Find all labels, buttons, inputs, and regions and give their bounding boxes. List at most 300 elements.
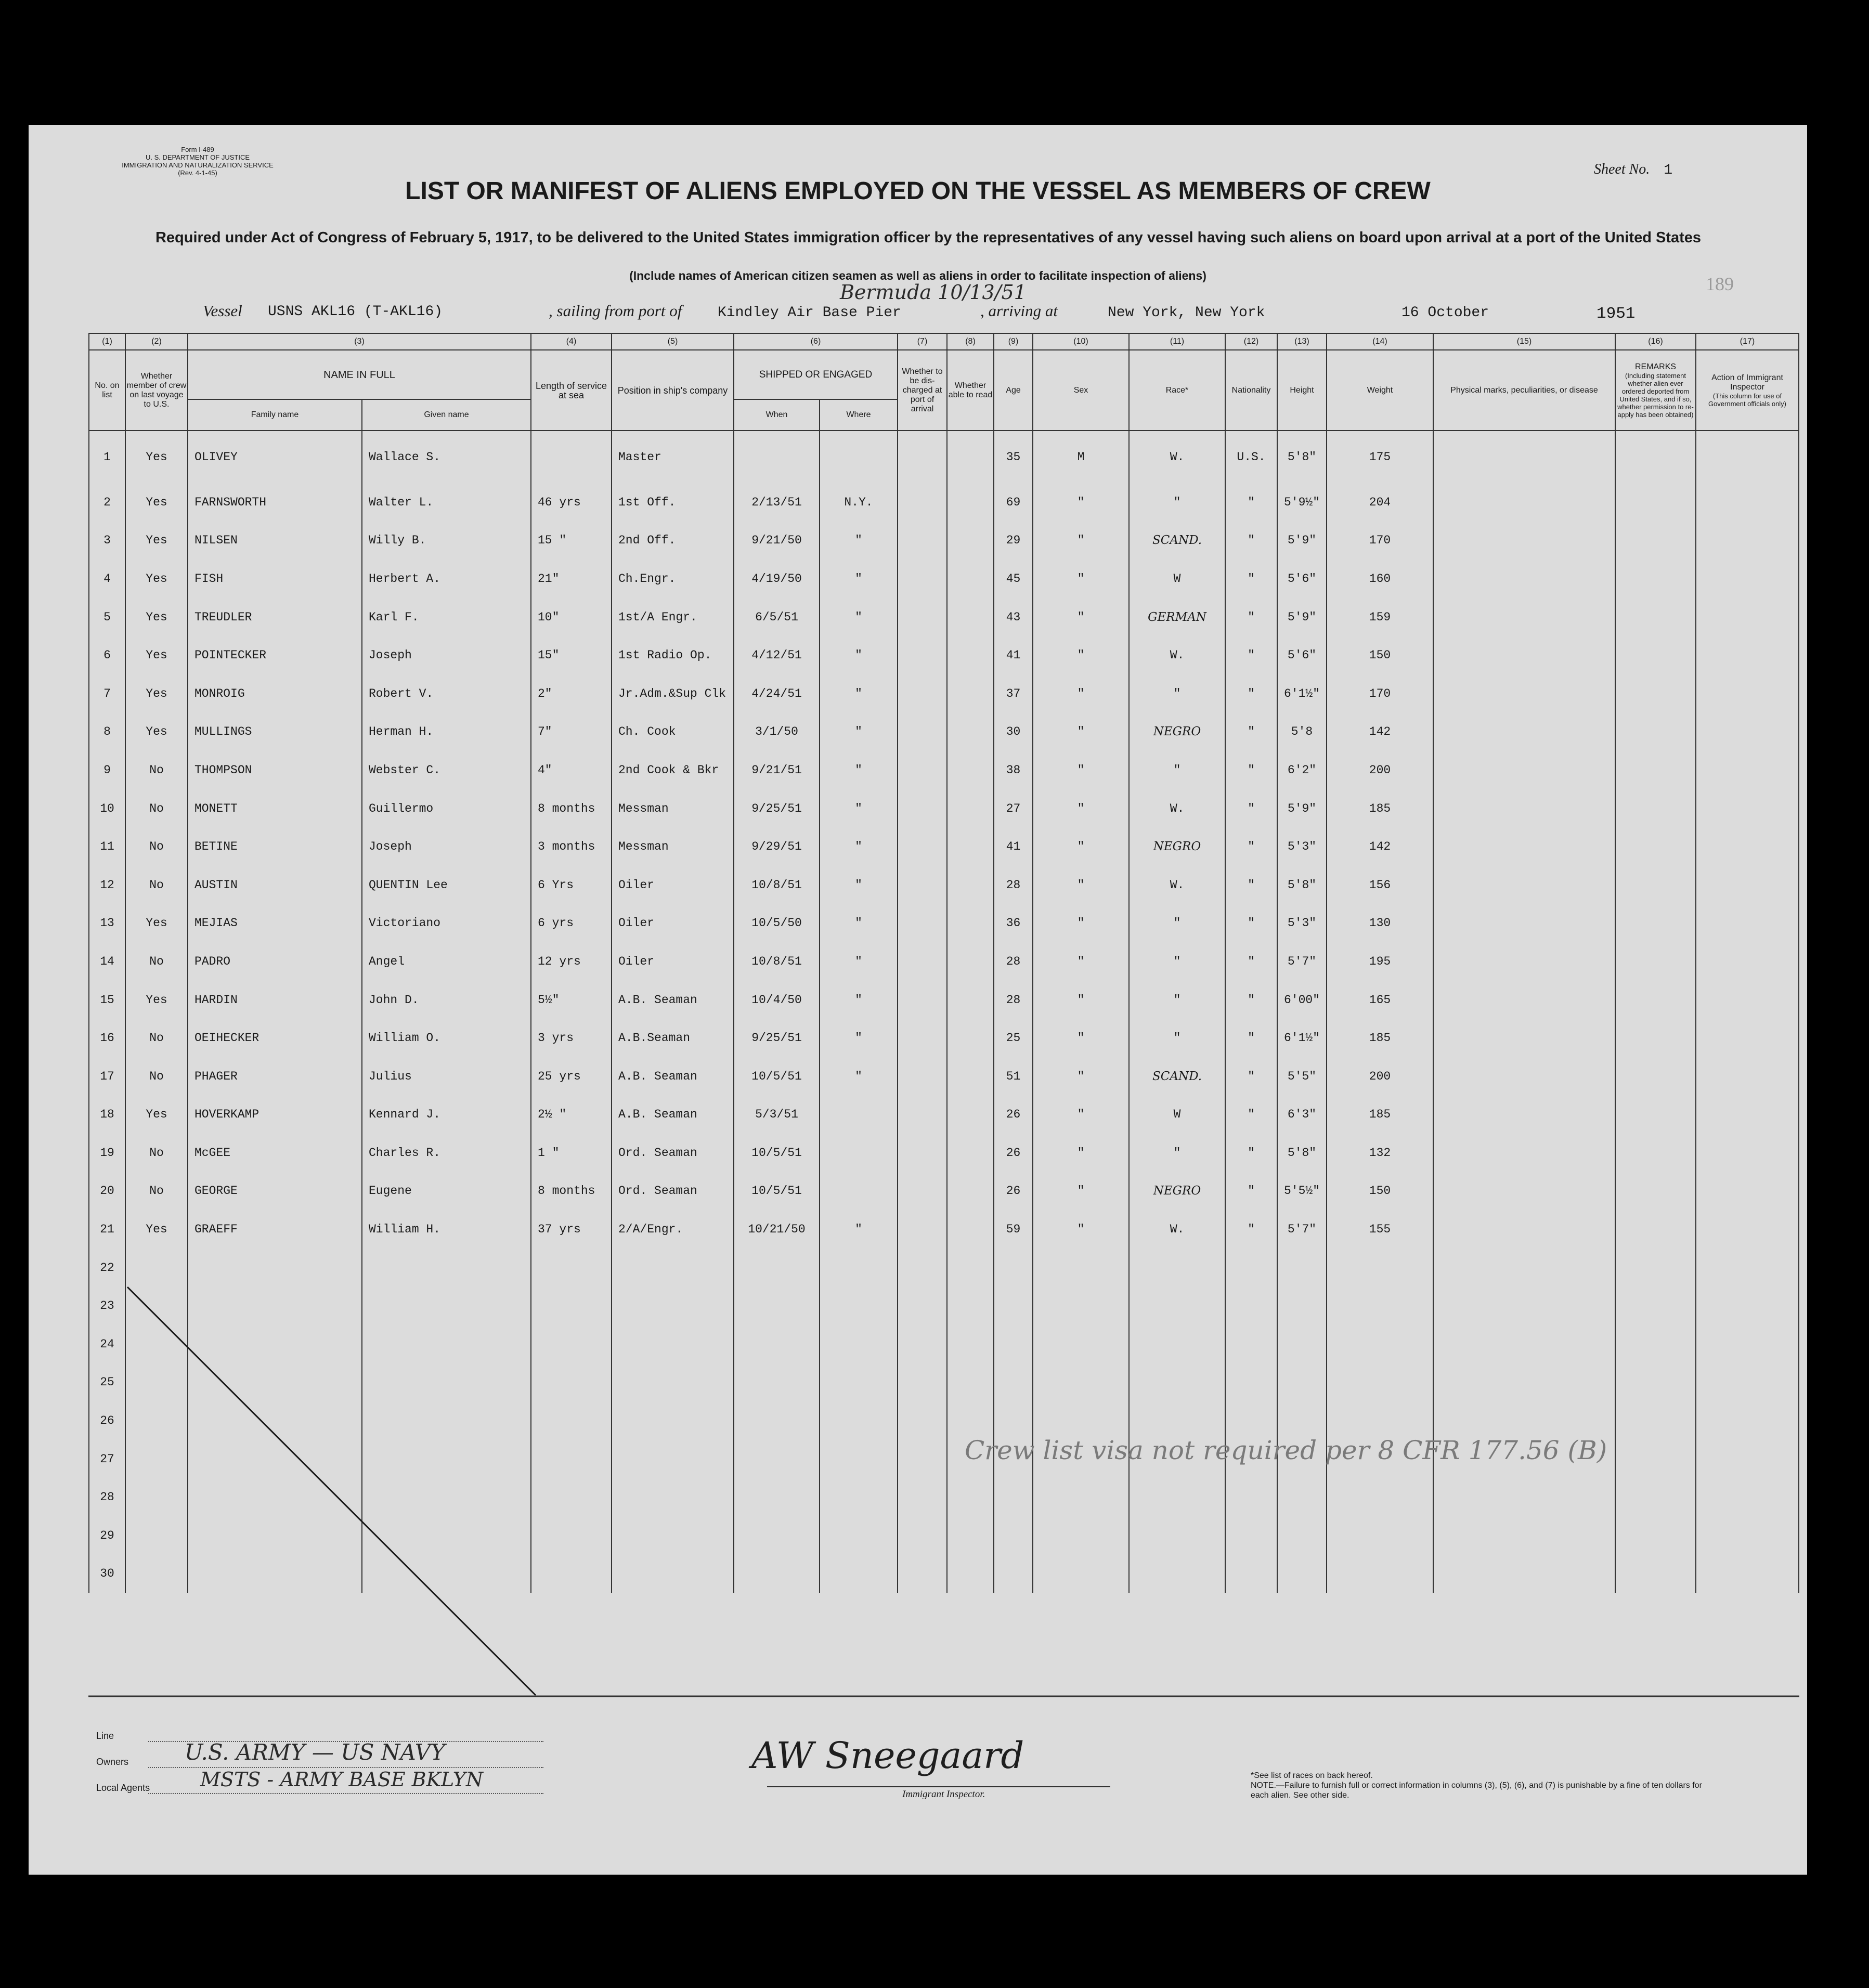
sheet-label: Sheet No. <box>1594 161 1650 177</box>
header-service: Length of service at sea <box>531 350 612 431</box>
family-name-cell: HOVERKAMP <box>188 1096 362 1134</box>
shipped-when-cell: 6/5/51 <box>734 598 820 636</box>
service-cell: 7" <box>531 713 612 751</box>
given-name-cell: Julius <box>362 1057 531 1096</box>
given-name-cell: Kennard J. <box>362 1096 531 1134</box>
weight-cell: 160 <box>1327 560 1433 598</box>
row-number: 9 <box>89 751 125 789</box>
col-num: (2) <box>125 333 188 350</box>
remarks-subtitle: (Including statement whether alien ever ordered deported from United States, and if so, whether permission to re-apply has been obtained) <box>1617 371 1694 419</box>
family-name-cell: MONROIG <box>188 674 362 713</box>
height-cell: 5'3" <box>1277 904 1327 943</box>
race-cell: W <box>1129 1096 1225 1134</box>
height-cell: 5'7" <box>1277 942 1327 981</box>
weight-cell: 155 <box>1327 1210 1433 1249</box>
family-name-cell: GRAEFF <box>188 1210 362 1249</box>
weight-cell: 185 <box>1327 1096 1433 1134</box>
race-cell: SCAND. <box>1129 522 1225 560</box>
age-cell: 51 <box>994 1057 1033 1096</box>
nationality-cell: " <box>1225 713 1277 751</box>
row-number: 19 <box>89 1134 125 1172</box>
shipped-when-cell: 4/24/51 <box>734 674 820 713</box>
height-cell: 5'9" <box>1277 522 1327 560</box>
last-voyage-cell: Yes <box>125 431 188 483</box>
given-name-cell: Joseph <box>362 827 531 866</box>
sex-cell: " <box>1033 1096 1129 1134</box>
row-number: 25 <box>89 1363 125 1402</box>
sex-cell: " <box>1033 560 1129 598</box>
department: U. S. DEPARTMENT OF JUSTICE <box>145 153 250 161</box>
nationality-cell: " <box>1225 942 1277 981</box>
sex-cell: " <box>1033 789 1129 828</box>
nationality-cell: " <box>1225 674 1277 713</box>
family-name-cell: POINTECKER <box>188 636 362 674</box>
position-cell: Oiler <box>612 942 734 981</box>
header-physical: Physical marks, peculiarities, or disease <box>1433 350 1615 431</box>
nationality-cell: " <box>1225 751 1277 789</box>
sex-cell: " <box>1033 522 1129 560</box>
nationality-cell: " <box>1225 598 1277 636</box>
inspector-signature: AW Sneegaard <box>751 1734 1024 1777</box>
shipped-where-cell: " <box>820 789 898 828</box>
family-name-cell: GEORGE <box>188 1172 362 1211</box>
nationality-cell: " <box>1225 483 1277 522</box>
age-cell: 26 <box>994 1172 1033 1211</box>
service-cell: 12 yrs <box>531 942 612 981</box>
sex-cell: " <box>1033 1057 1129 1096</box>
shipped-when-cell: 9/29/51 <box>734 827 820 866</box>
row-number: 24 <box>89 1325 125 1363</box>
arriving-port: New York, New York <box>1108 305 1265 321</box>
row-number: 20 <box>89 1172 125 1211</box>
last-voyage-cell: No <box>125 1172 188 1211</box>
col-num: (15) <box>1433 333 1615 350</box>
age-cell: 27 <box>994 789 1033 828</box>
age-cell: 69 <box>994 483 1033 522</box>
service: IMMIGRATION AND NATURALIZATION SERVICE <box>122 161 274 169</box>
header-read: Whether able to read <box>947 350 994 431</box>
row-number: 11 <box>89 827 125 866</box>
sailing-port: Kindley Air Base Pier <box>718 305 901 321</box>
weight-cell: 204 <box>1327 483 1433 522</box>
race-cell: NEGRO <box>1129 827 1225 866</box>
height-cell: 5'9" <box>1277 598 1327 636</box>
family-name-cell: PHAGER <box>188 1057 362 1096</box>
last-voyage-cell: No <box>125 827 188 866</box>
row-number: 14 <box>89 942 125 981</box>
given-name-cell: John D. <box>362 981 531 1019</box>
last-voyage-cell: Yes <box>125 713 188 751</box>
sheet-value: 1 <box>1664 162 1673 178</box>
age-cell: 36 <box>994 904 1033 943</box>
weight-cell: 175 <box>1327 431 1433 483</box>
sex-cell: M <box>1033 431 1129 483</box>
age-cell: 43 <box>994 598 1033 636</box>
row-number: 8 <box>89 713 125 751</box>
given-name-cell: Eugene <box>362 1172 531 1211</box>
nationality-cell: " <box>1225 1210 1277 1249</box>
header-when: When <box>734 399 820 431</box>
age-cell: 28 <box>994 866 1033 904</box>
sex-cell: " <box>1033 1210 1129 1249</box>
shipped-where-cell: " <box>820 598 898 636</box>
last-voyage-cell: Yes <box>125 674 188 713</box>
row-number: 22 <box>89 1249 125 1287</box>
service-cell: 8 months <box>531 789 612 828</box>
penalty-note: NOTE.—Failure to furnish full or correct information in columns (3), (5), (6), and (7) is punishable by a fine of ten dollars for each alien. See other side. <box>1251 1781 1702 1800</box>
last-voyage-cell: No <box>125 751 188 789</box>
shipped-where-cell: " <box>820 751 898 789</box>
last-voyage-cell: No <box>125 1134 188 1172</box>
position-cell: 1st/A Engr. <box>612 598 734 636</box>
last-voyage-cell: No <box>125 942 188 981</box>
race-cell: " <box>1129 942 1225 981</box>
row-number: 18 <box>89 1096 125 1134</box>
given-name-cell: Joseph <box>362 636 531 674</box>
manifest-sheet <box>29 125 1807 1875</box>
race-cell: " <box>1129 981 1225 1019</box>
service-cell: 15 " <box>531 522 612 560</box>
header-age: Age <box>994 350 1033 431</box>
age-cell: 26 <box>994 1096 1033 1134</box>
position-cell: 1st Off. <box>612 483 734 522</box>
age-cell: 30 <box>994 713 1033 751</box>
nationality-cell: U.S. <box>1225 431 1277 483</box>
age-cell: 45 <box>994 560 1033 598</box>
position-cell: 2/A/Engr. <box>612 1210 734 1249</box>
age-cell: 28 <box>994 981 1033 1019</box>
col-num: (14) <box>1327 333 1433 350</box>
page-stamp: 189 <box>1706 274 1734 294</box>
age-cell: 28 <box>994 942 1033 981</box>
last-voyage-cell: Yes <box>125 636 188 674</box>
age-cell: 38 <box>994 751 1033 789</box>
shipped-when-cell: 9/25/51 <box>734 1019 820 1057</box>
last-voyage-cell: Yes <box>125 522 188 560</box>
row-number: 6 <box>89 636 125 674</box>
shipped-where-cell: " <box>820 827 898 866</box>
weight-cell: 156 <box>1327 866 1433 904</box>
last-voyage-cell: Yes <box>125 598 188 636</box>
header-weight: Weight <box>1327 350 1433 431</box>
sailing-label: , sailing from port of <box>549 302 682 320</box>
sex-cell: " <box>1033 751 1129 789</box>
shipped-when-cell: 10/5/50 <box>734 904 820 943</box>
position-cell: 1st Radio Op. <box>612 636 734 674</box>
age-cell: 26 <box>994 1134 1033 1172</box>
remarks-title: REMARKS <box>1634 362 1677 371</box>
service-cell: 1 " <box>531 1134 612 1172</box>
shipped-when-cell: 10/4/50 <box>734 981 820 1019</box>
signature-rule <box>767 1786 1110 1787</box>
header-sex: Sex <box>1033 350 1129 431</box>
inspector-label: Immigrant Inspector. <box>902 1789 985 1800</box>
strike-through-line <box>29 125 1807 1875</box>
weight-cell: 195 <box>1327 942 1433 981</box>
shipped-when-cell: 10/8/51 <box>734 942 820 981</box>
header-nationality: Nationality <box>1225 350 1277 431</box>
action-title: Action of Immigrant Inspector <box>1711 373 1783 392</box>
shipped-when-cell: 9/25/51 <box>734 789 820 828</box>
col-num: (10) <box>1033 333 1129 350</box>
position-cell: Ch. Cook <box>612 713 734 751</box>
shipped-where-cell: " <box>820 713 898 751</box>
age-cell: 35 <box>994 431 1033 483</box>
position-cell: Messman <box>612 827 734 866</box>
race-cell: W. <box>1129 636 1225 674</box>
position-cell: A.B. Seaman <box>612 981 734 1019</box>
col-num: (7) <box>898 333 947 350</box>
nationality-cell: " <box>1225 560 1277 598</box>
height-cell: 5'7" <box>1277 1210 1327 1249</box>
vessel-label: Vessel <box>203 302 242 320</box>
weight-cell: 165 <box>1327 981 1433 1019</box>
position-cell: Ord. Seaman <box>612 1172 734 1211</box>
sex-cell: " <box>1033 942 1129 981</box>
race-cell: NEGRO <box>1129 1172 1225 1211</box>
shipped-when-cell: 2/13/51 <box>734 483 820 522</box>
col-num: (1) <box>89 333 125 350</box>
row-number: 1 <box>89 431 125 483</box>
height-cell: 6'2" <box>1277 751 1327 789</box>
family-name-cell: MULLINGS <box>188 713 362 751</box>
header-family: Family name <box>188 399 362 431</box>
family-name-cell: NILSEN <box>188 522 362 560</box>
race-cell: W. <box>1129 866 1225 904</box>
height-cell: 5'8" <box>1277 1134 1327 1172</box>
row-number: 12 <box>89 866 125 904</box>
family-name-cell: HARDIN <box>188 981 362 1019</box>
height-cell: 5'8 <box>1277 713 1327 751</box>
last-voyage-cell: Yes <box>125 1210 188 1249</box>
position-cell: Messman <box>612 789 734 828</box>
sex-cell: " <box>1033 981 1129 1019</box>
row-number: 27 <box>89 1440 125 1478</box>
position-cell: A.B.Seaman <box>612 1019 734 1057</box>
agents-label: Local Agents <box>96 1783 150 1793</box>
shipped-where-cell: " <box>820 560 898 598</box>
shipped-when-cell: 5/3/51 <box>734 1096 820 1134</box>
shipped-when-cell: 10/5/51 <box>734 1172 820 1211</box>
service-cell: 5½" <box>531 981 612 1019</box>
race-cell: W <box>1129 560 1225 598</box>
row-number: 10 <box>89 789 125 828</box>
row-number: 7 <box>89 674 125 713</box>
age-cell: 29 <box>994 522 1033 560</box>
last-voyage-cell: Yes <box>125 1096 188 1134</box>
height-cell: 6'1½" <box>1277 674 1327 713</box>
col-num: (9) <box>994 333 1033 350</box>
arrival-year: 1951 <box>1597 305 1636 323</box>
header-voyage: Whether member of crew on last voyage to U.S. <box>125 350 188 431</box>
row-number: 13 <box>89 904 125 943</box>
position-cell: Oiler <box>612 904 734 943</box>
family-name-cell: FISH <box>188 560 362 598</box>
given-name-cell: Victoriano <box>362 904 531 943</box>
sex-cell: " <box>1033 636 1129 674</box>
header-given: Given name <box>362 399 531 431</box>
given-name-cell: Webster C. <box>362 751 531 789</box>
nationality-cell: " <box>1225 789 1277 828</box>
nationality-cell: " <box>1225 1096 1277 1134</box>
position-cell: Oiler <box>612 866 734 904</box>
service-cell: 2" <box>531 674 612 713</box>
race-cell: " <box>1129 904 1225 943</box>
height-cell: 5'5½" <box>1277 1172 1327 1211</box>
nationality-cell: " <box>1225 522 1277 560</box>
nationality-cell: " <box>1225 981 1277 1019</box>
shipped-when-cell: 10/8/51 <box>734 866 820 904</box>
shipped-where-cell: " <box>820 674 898 713</box>
col-num: (11) <box>1129 333 1225 350</box>
weight-cell: 159 <box>1327 598 1433 636</box>
race-cell: " <box>1129 751 1225 789</box>
col-num: (16) <box>1615 333 1696 350</box>
header-position: Position in ship's company <box>612 350 734 431</box>
family-name-cell: PADRO <box>188 942 362 981</box>
service-cell: 6 yrs <box>531 904 612 943</box>
family-name-cell: OEIHECKER <box>188 1019 362 1057</box>
given-name-cell: Herbert A. <box>362 560 531 598</box>
weight-cell: 170 <box>1327 522 1433 560</box>
sex-cell: " <box>1033 1172 1129 1211</box>
given-name-cell: Charles R. <box>362 1134 531 1172</box>
race-cell: W. <box>1129 431 1225 483</box>
given-name-cell: Willy B. <box>362 522 531 560</box>
col-num: (13) <box>1277 333 1327 350</box>
remarks-annotation: Crew list visa not required per 8 CFR 177.56 (B) <box>965 1435 1607 1465</box>
service-cell: 21" <box>531 560 612 598</box>
header-where: Where <box>820 399 898 431</box>
service-cell: 10" <box>531 598 612 636</box>
position-cell: Jr.Adm.&Sup Clk <box>612 674 734 713</box>
col-num: (17) <box>1696 333 1799 350</box>
last-voyage-cell: Yes <box>125 483 188 522</box>
shipped-where-cell: " <box>820 981 898 1019</box>
race-cell: " <box>1129 674 1225 713</box>
sex-cell: " <box>1033 713 1129 751</box>
form-number: Form I-489 <box>181 146 214 153</box>
row-number: 5 <box>89 598 125 636</box>
last-voyage-cell: No <box>125 1019 188 1057</box>
service-cell: 4" <box>531 751 612 789</box>
service-cell: 25 yrs <box>531 1057 612 1096</box>
weight-cell: 132 <box>1327 1134 1433 1172</box>
service-cell: 3 yrs <box>531 1019 612 1057</box>
nationality-cell: " <box>1225 866 1277 904</box>
last-voyage-cell: No <box>125 789 188 828</box>
sex-cell: " <box>1033 1019 1129 1057</box>
footer-notes <box>1251 1771 1719 1800</box>
shipped-when-cell: 4/19/50 <box>734 560 820 598</box>
position-cell: A.B. Seaman <box>612 1096 734 1134</box>
row-number: 30 <box>89 1555 125 1593</box>
service-cell: 8 months <box>531 1172 612 1211</box>
shipped-when-cell: 3/1/50 <box>734 713 820 751</box>
page-title: LIST OR MANIFEST OF ALIENS EMPLOYED ON THE VESSEL AS MEMBERS OF CREW <box>405 177 1431 205</box>
service-cell: 2½ " <box>531 1096 612 1134</box>
col-num: (8) <box>947 333 994 350</box>
row-number: 28 <box>89 1478 125 1516</box>
arrival-date: 16 October <box>1401 305 1489 321</box>
row-number: 4 <box>89 560 125 598</box>
port-handwritten: Bermuda 10/13/51 <box>840 281 1027 304</box>
family-name-cell: MONETT <box>188 789 362 828</box>
race-note: *See list of races on back hereof. <box>1251 1771 1373 1780</box>
col-num: (12) <box>1225 333 1277 350</box>
shipped-where-cell: " <box>820 942 898 981</box>
sex-cell: " <box>1033 866 1129 904</box>
family-name-cell: AUSTIN <box>188 866 362 904</box>
height-cell: 5'8" <box>1277 431 1327 483</box>
given-name-cell: William H. <box>362 1210 531 1249</box>
race-cell: " <box>1129 1019 1225 1057</box>
position-cell: 2nd Off. <box>612 522 734 560</box>
row-number: 17 <box>89 1057 125 1096</box>
race-cell: " <box>1129 1134 1225 1172</box>
height-cell: 5'6" <box>1277 560 1327 598</box>
sex-cell: " <box>1033 483 1129 522</box>
sex-cell: " <box>1033 827 1129 866</box>
revision: (Rev. 4-1-45) <box>178 169 217 177</box>
height-cell: 5'5" <box>1277 1057 1327 1096</box>
last-voyage-cell: Yes <box>125 904 188 943</box>
shipped-where-cell: " <box>820 636 898 674</box>
weight-cell: 150 <box>1327 1172 1433 1211</box>
col-num: (6) <box>734 333 898 350</box>
age-cell: 25 <box>994 1019 1033 1057</box>
row-number: 21 <box>89 1210 125 1249</box>
shipped-where-cell: " <box>820 904 898 943</box>
shipped-when-cell: 9/21/51 <box>734 751 820 789</box>
nationality-cell: " <box>1225 1172 1277 1211</box>
height-cell: 6'00" <box>1277 981 1327 1019</box>
family-name-cell: BETINE <box>188 827 362 866</box>
last-voyage-cell: No <box>125 1057 188 1096</box>
header-shipped: SHIPPED OR ENGAGED <box>734 350 898 399</box>
given-name-cell: Wallace S. <box>362 431 531 483</box>
height-cell: 5'9½" <box>1277 483 1327 522</box>
given-name-cell: Angel <box>362 942 531 981</box>
given-name-cell: Herman H. <box>362 713 531 751</box>
shipped-when-cell: 9/21/50 <box>734 522 820 560</box>
height-cell: 5'8" <box>1277 866 1327 904</box>
race-cell: SCAND. <box>1129 1057 1225 1096</box>
nationality-cell: " <box>1225 1019 1277 1057</box>
sex-cell: " <box>1033 1134 1129 1172</box>
weight-cell: 185 <box>1327 789 1433 828</box>
race-cell: " <box>1129 483 1225 522</box>
page-subtitle: Required under Act of Congress of February 5, 1917, to be delivered to the United States immigration officer by the representatives of any vessel having such aliens on board upon arrival at a port of the United States <box>155 229 1702 246</box>
weight-cell: 142 <box>1327 827 1433 866</box>
service-cell: 3 months <box>531 827 612 866</box>
position-cell: Master <box>612 431 734 483</box>
weight-cell: 150 <box>1327 636 1433 674</box>
agents-value: MSTS - ARMY BASE BKLYN <box>200 1768 484 1791</box>
header-height: Height <box>1277 350 1327 431</box>
shipped-when-cell: 10/21/50 <box>734 1210 820 1249</box>
weight-cell: 200 <box>1327 1057 1433 1096</box>
race-cell: GERMAN <box>1129 598 1225 636</box>
col-num: (3) <box>188 333 531 350</box>
arriving-label: , arriving at <box>980 302 1058 320</box>
owners-label: Owners <box>96 1757 129 1767</box>
sex-cell: " <box>1033 598 1129 636</box>
last-voyage-cell: Yes <box>125 560 188 598</box>
race-cell: W. <box>1129 789 1225 828</box>
row-number: 26 <box>89 1401 125 1440</box>
sex-cell: " <box>1033 674 1129 713</box>
